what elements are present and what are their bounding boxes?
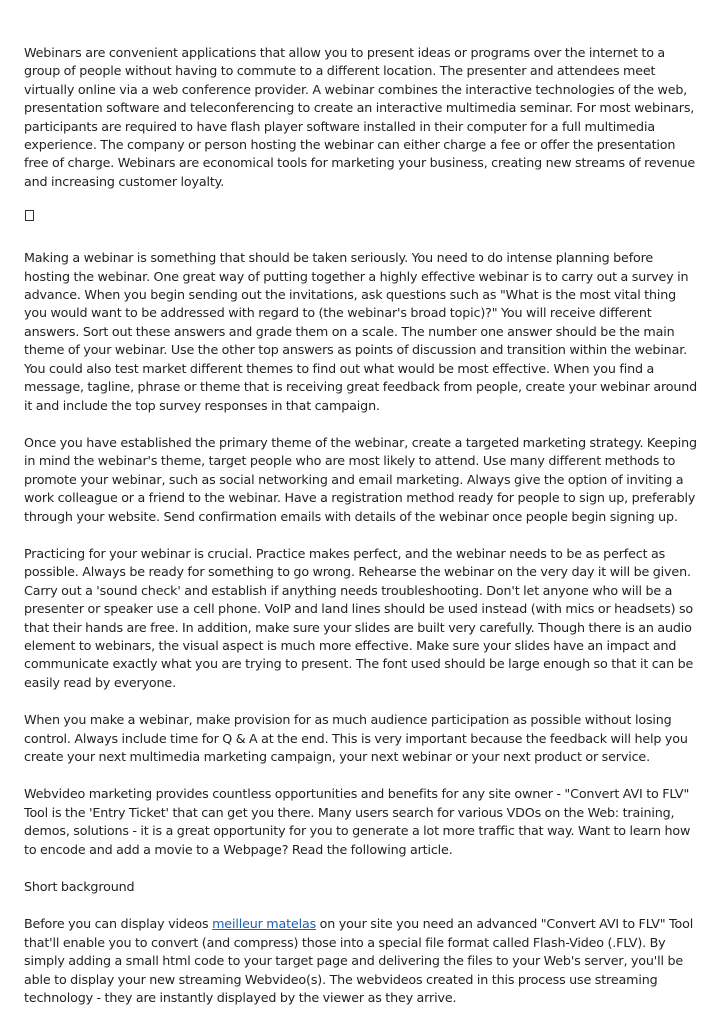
paragraph-planning: Making a webinar is something that should be taken seriously. You need to do intense planning before hosting the webinar. One great way of putting together a highly effective webinar is to carry out a survey in advance. When you begin sending out the invitations, ask questions such as "What is the most vital thing you would want to be addressed with regard to (the webinar's broad topic)?" You will receive different answers. Sort out these answers and grade them on a scale. The number one answer should be the main theme of your webinar. Use the other top answers as points of discussion and transition within the webinar. You could also test market different themes to find out what would be most effective. When you find a message, tagline, phrase or theme that is receiving great feedback from people, create your webinar around it and include the top survey responses in that campaign. [24, 250, 698, 413]
paragraph-display-videos-text-end: on your site you need an advanced "Convert AVI to FLV" Tool that'll enable you to convert (and compress) those into a special file format called Flash-Video (.FLV). By simply adding a small html code to your target page and delivering the files to your Web's server, you'll be able to display your new streaming Webvideo(s). The webvideos created in this process use streaming technology - they are instantly displayed by the viewer as they arrive. [24, 916, 694, 1006]
paragraph-webvideo-marketing: Webvideo marketing provides countless opportunities and benefits for any site owner - "Convert AVI to FLV" Tool is the 'Entry Ticket' that can get you there. Many users search for various VDOs on the Web: training, demos, solutions - it is a great opportunity for you to generate a lot more traffic that way. Want to learn how to encode and add a movie to a Webpage? Read the following article. [24, 786, 691, 857]
meilleur-matelas-link[interactable]: meilleur matelas [212, 916, 317, 932]
paragraph-display-videos [24, 915, 698, 1007]
paragraph-practicing: Practicing for your webinar is crucial. Practice makes perfect, and the webinar needs to be as perfect as possible. Always be ready for something to go wrong. Rehearse the webinar on the very day it will be given. Carry out a 'sound check' and establish if anything needs troubleshooting. Don't let anyone who will be a presenter or speaker use a cell phone. VoIP and land lines should be used instead (with mics or headsets) so that their hands are free. In addition, make sure your slides are built very carefully. Though there is an audio element to webinars, the visual aspect is much more effective. Make sure your slides have an impact and communicate exactly what you are trying to present. The font used should be large enough so that it can be easily read by everyone. [24, 545, 694, 690]
paragraph-audience-participation: When you make a webinar, make provision for as much audience participation as possible without losing control. Always include time for Q & A at the end. This is very important because the feedback will help you create your next multimedia marketing campaign, your next webinar or your next product or service. [24, 712, 688, 764]
paragraph-display-videos-text-start: Before you can display videos [24, 916, 213, 932]
paragraph-intro: Webinars are convenient applications that allow you to present ideas or programs over the internet to a group of people without having to commute to a different location. The presenter and attendees meet virtually online via a web conference provider. A webinar combines the interactive technologies of the web, presentation software and teleconferencing to create an interactive multimedia seminar. For most webinars, participants are required to have flash player software installed in their computer for a full multimedia experience. The company or person hosting the webinar can either charge a fee or offer the presentation free of charge. Webinars are economical tools for marketing your business, creating new streams of revenue and increasing customer loyalty. [24, 45, 696, 189]
paragraph-short-background: Short background [24, 879, 135, 895]
paragraph-marketing-strategy: Once you have established the primary theme of the webinar, create a targeted marketing strategy. Keeping in mind the webinar's theme, target people who are most likely to attend. Use many different methods to promote your webinar, such as social networking and email marketing. Always give the option of inviting a work colleague or a friend to the webinar. Have a registration method ready for people to sign up, preferably through your website. Send confirmation emails with details of the webinar once people begin signing up. [24, 434, 697, 524]
missing-glyph-box-icon [25, 210, 34, 221]
